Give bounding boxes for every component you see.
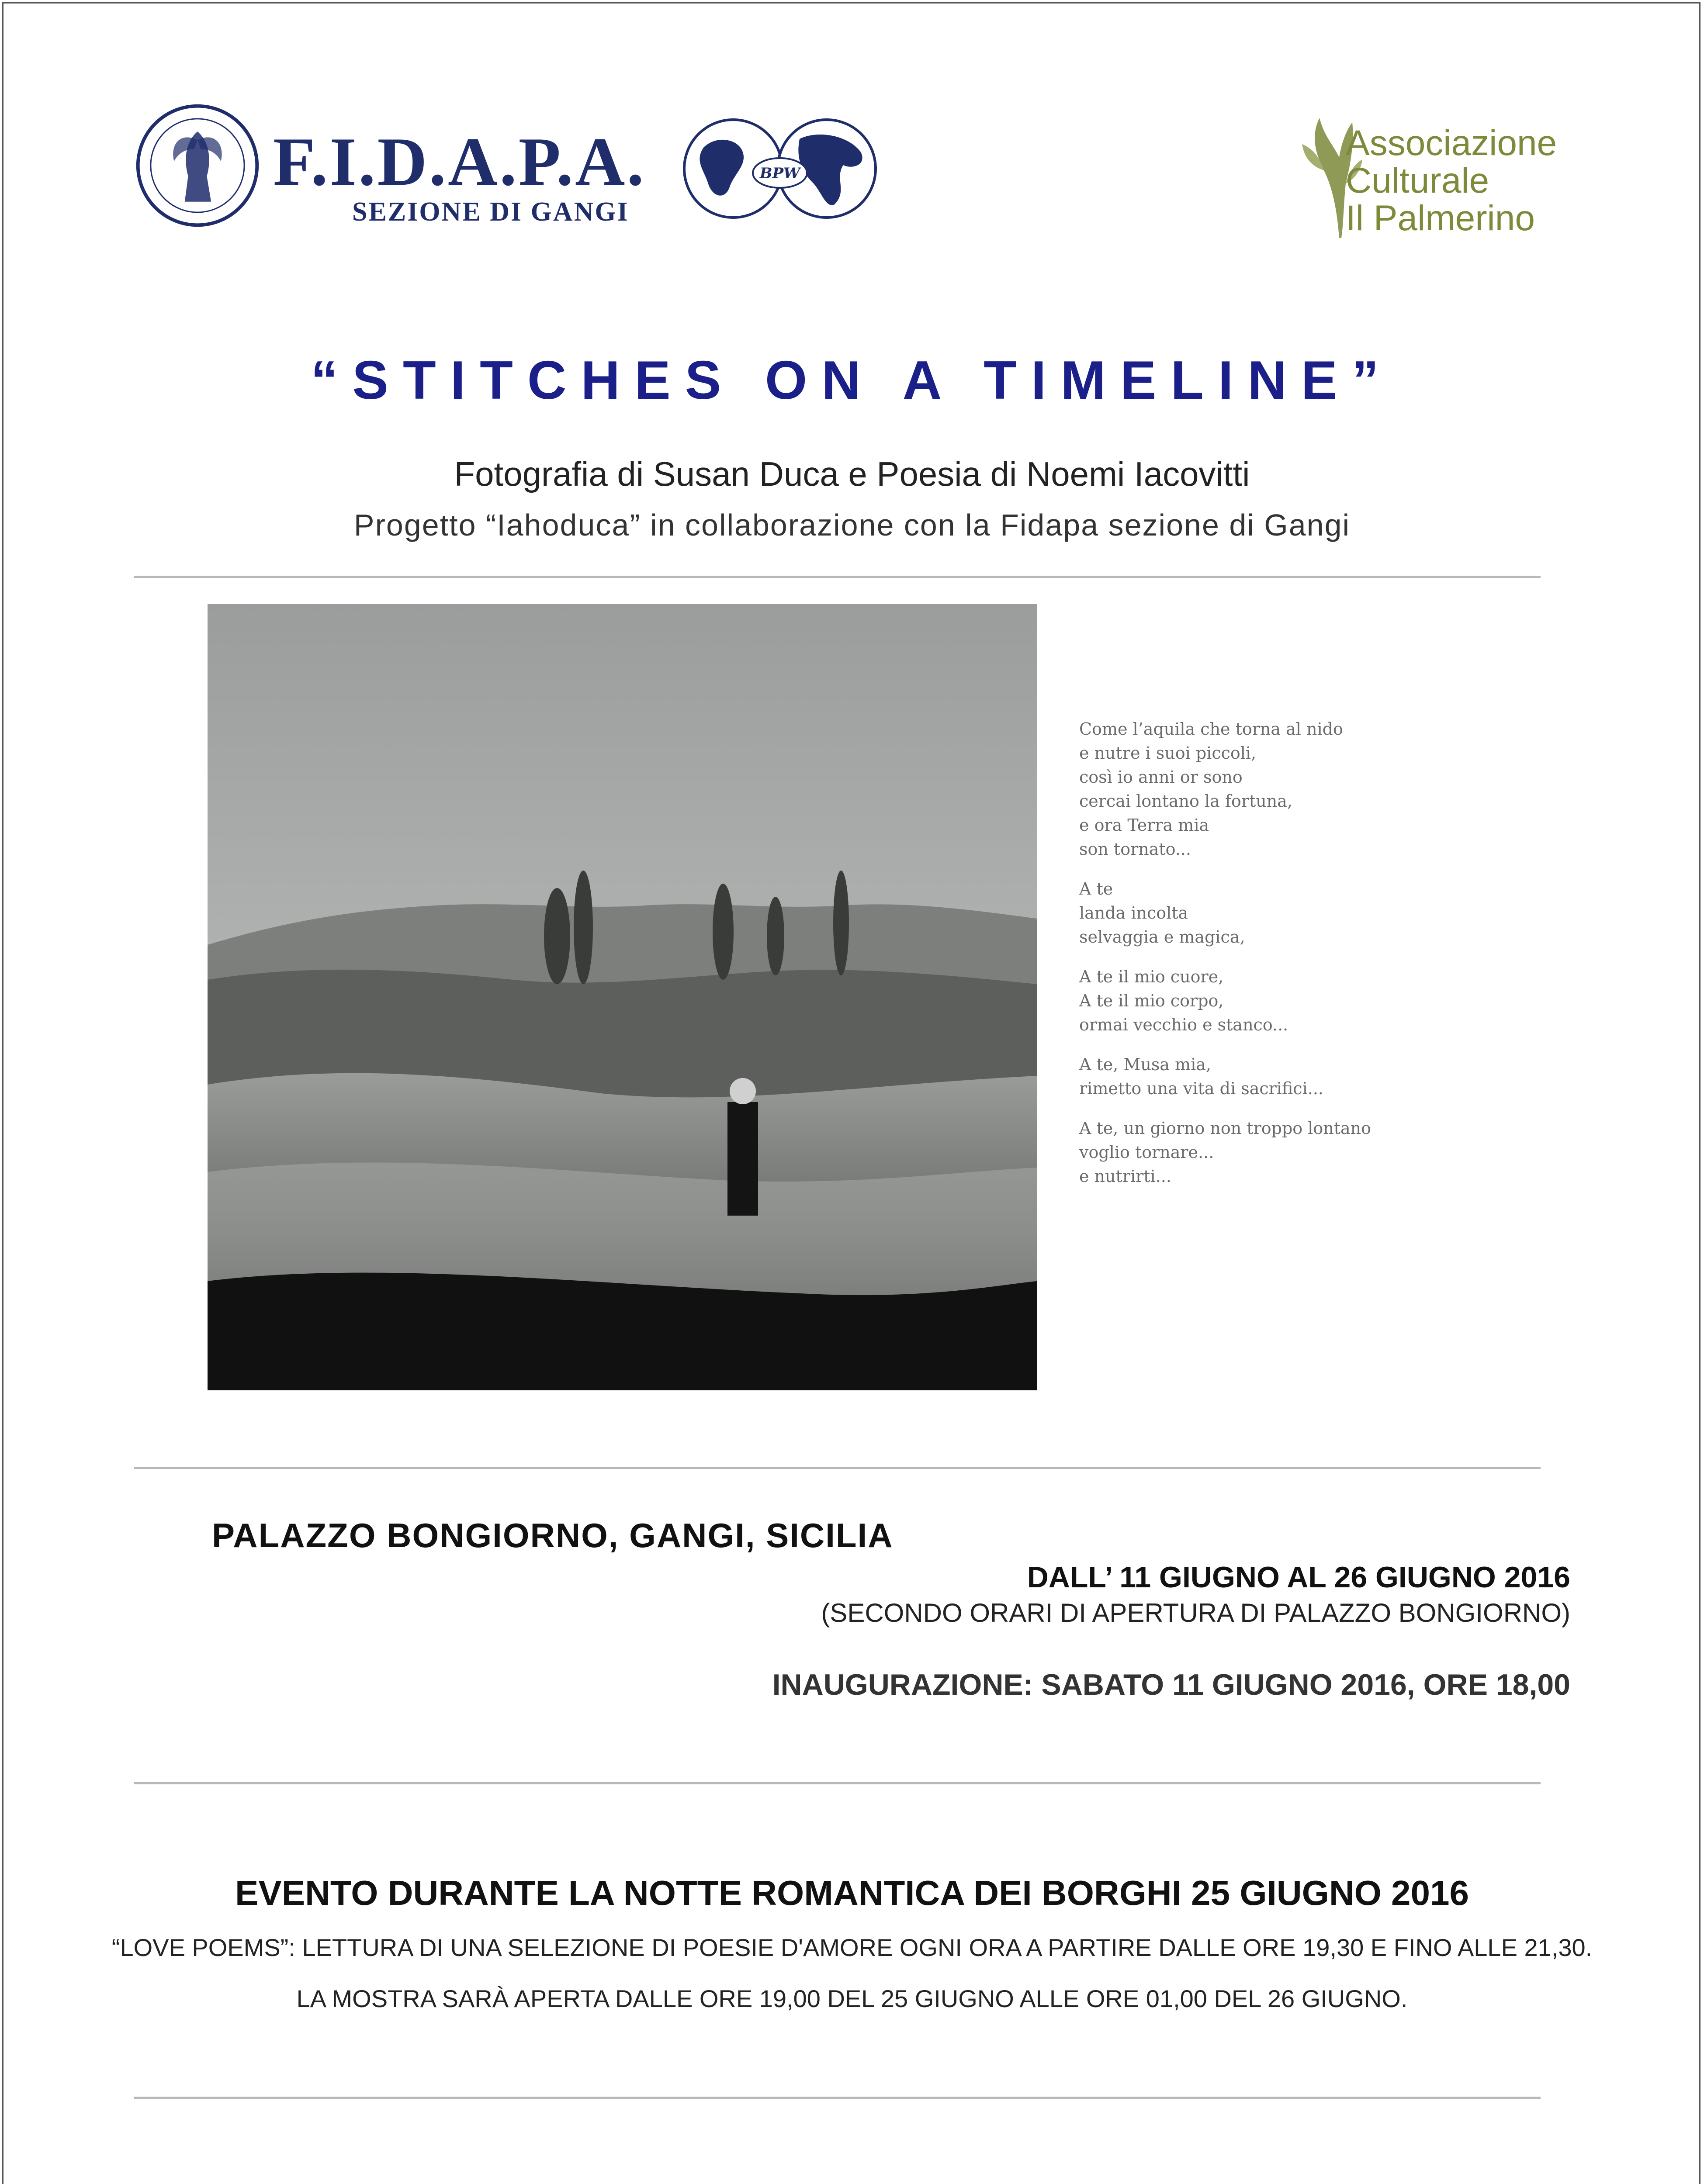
poem-line: e ora Terra mia (1079, 816, 1209, 835)
poem-line: landa incolta (1079, 903, 1188, 923)
exhibition-dates: DALL’ 11 GIUGNO AL 26 GIUGNO 2016 (1027, 1561, 1570, 1594)
poem-line: rimetto una vita di sacrifici... (1079, 1079, 1323, 1098)
poem-line: ormai vecchio e stanco... (1079, 1015, 1288, 1034)
inauguration: INAUGURAZIONE: SABATO 11 GIUGNO 2016, ORE 18,00 (772, 1668, 1570, 1701)
exhibition-subtitle: Fotografia di Susan Duca e Poesia di Noemi Iacovitti (454, 455, 1250, 493)
poem (1079, 717, 1472, 1204)
fidapa-section: SEZIONE DI GANGI (352, 197, 629, 227)
poem-line: Come l’aquila che torna al nido (1079, 719, 1343, 739)
poem-stanza (1079, 717, 1472, 861)
poem-line: e nutre i suoi piccoli, (1079, 743, 1257, 763)
association-line-2: Culturale (1346, 161, 1489, 200)
love-poems-line: “LOVE POEMS”: LETTURA DI UNA SELEZIONE DI POESIE D'AMORE OGNI ORA A PARTIRE DALLE ORE 19,30 E FINO ALLE 21,30. (111, 1934, 1593, 1961)
bpw-label: BPW (759, 165, 800, 182)
association-line-1: Associazione (1346, 123, 1557, 163)
poem-line: A te, un giorno non troppo lontano (1079, 1119, 1372, 1138)
landscape-photo (208, 604, 1037, 1390)
fidapa-seal-logo (134, 102, 261, 229)
divider (134, 1467, 1541, 1469)
poem-line: A te il mio corpo, (1079, 991, 1224, 1010)
special-event-heading: EVENTO DURANTE LA NOTTE ROMANTICA DEI BORGHI 25 GIUGNO 2016 (235, 1873, 1469, 1912)
exhibition-title: “STITCHES ON A TIMELINE” (311, 350, 1393, 411)
poem-stanza (1079, 1053, 1472, 1101)
poem-line: così io anni or sono (1079, 767, 1243, 787)
poem-line: A te (1079, 879, 1113, 898)
poem-line: selvaggia e magica, (1079, 927, 1245, 947)
venue: PALAZZO BONGIORNO, GANGI, SICILIA (212, 1516, 894, 1555)
association-line-3: Il Palmerino (1346, 198, 1535, 238)
poem-line: cercai lontano la fortuna, (1079, 791, 1292, 811)
divider (134, 2097, 1541, 2099)
poem-line: A te il mio cuore, (1079, 967, 1224, 986)
divider (134, 1782, 1541, 1784)
opening-hours-note: (SECONDO ORARI DI APERTURA DI PALAZZO BONGIORNO) (821, 1598, 1570, 1628)
association-name (1346, 124, 1557, 237)
poem-line: e nutrirti... (1079, 1167, 1171, 1186)
divider (134, 576, 1541, 578)
poem-stanza (1079, 965, 1472, 1037)
poem-stanza (1079, 877, 1472, 949)
bpw-globes-logo (682, 117, 878, 220)
project-line: Progetto “Iahoduca” in collaborazione con la Fidapa sezione di Gangi (353, 508, 1351, 542)
poem-line: A te, Musa mia, (1079, 1055, 1211, 1074)
fidapa-name: F.I.D.A.P.A. (273, 124, 646, 200)
poem-line: son tornato... (1079, 840, 1191, 859)
poem-line: voglio tornare... (1079, 1143, 1214, 1162)
poem-stanza (1079, 1116, 1472, 1189)
exhibition-hours-line: LA MOSTRA SARÀ APERTA DALLE ORE 19,00 DEL 25 GIUGNO ALLE ORE 01,00 DEL 26 GIUGNO. (296, 1985, 1408, 2012)
